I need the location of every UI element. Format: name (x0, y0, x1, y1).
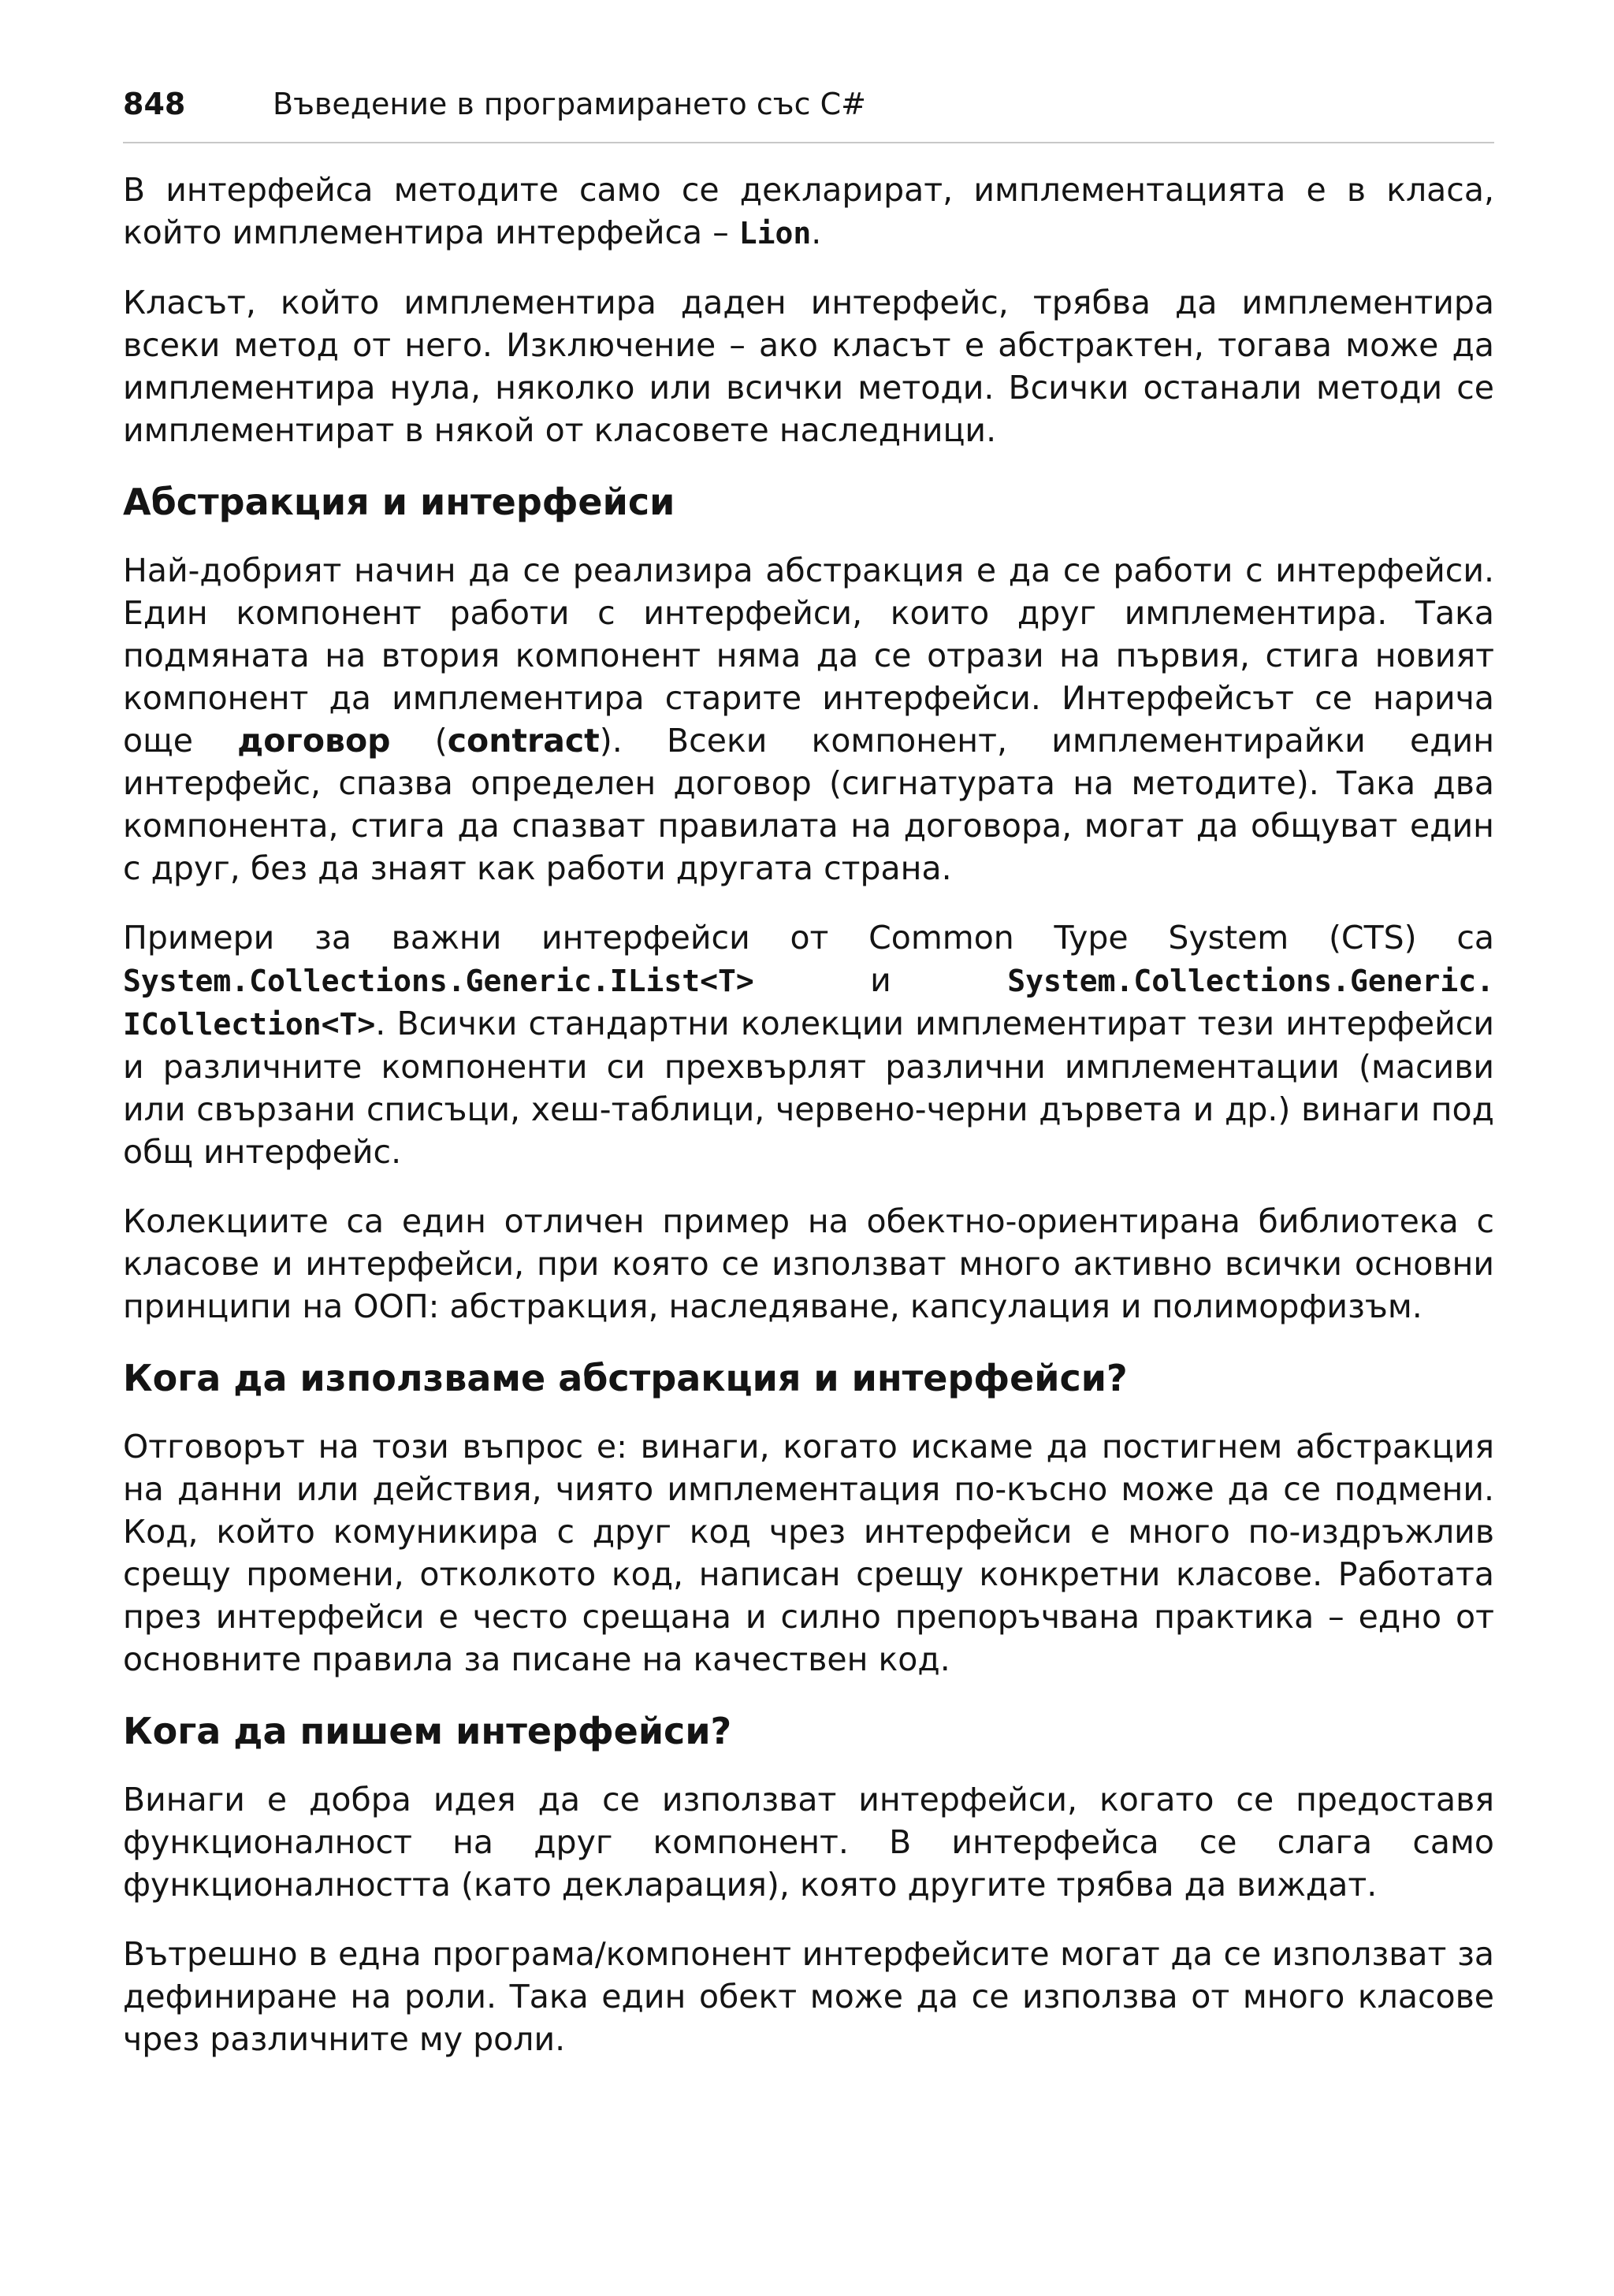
paragraph: Класът, който имплементира даден интерфейс, трябва да имплементира всеки метод от него. Изключение – ако класът е абстрактен, тогава може да имплементира нула, няколко или всички методи. Всички останали методи се имплементират в някой от класовете наследници. (123, 284, 1494, 449)
section-heading: Кога да пишем интерфейси? (123, 1710, 732, 1752)
paragraph-text: и (753, 961, 1008, 999)
paragraph (123, 916, 1494, 1173)
paragraph: Отговорът на този въпрос е: винаги, когато искаме да постигнем абстракция на данни или действия, чиято имплементация по-късно може да се подмени. Код, който комуникира с друг код чрез интерфейси е много по-издръжлив срещу промени, отколкото код, написан срещу конкретни класове. Работата през интерфейси е често срещана и силно препоръчвана практика – едно от основните правила за писане на качествен код. (123, 1428, 1494, 1678)
page-header (123, 85, 1494, 143)
section-heading: Кога да използваме абстракция и интерфейси? (123, 1357, 1128, 1399)
page-content (123, 169, 1494, 2087)
paragraph (123, 549, 1494, 890)
code-inline: System.Collections.Generic.IList<T> (123, 964, 754, 998)
running-title: Въведение в програмирането със C# (273, 87, 866, 121)
code-inline: Lion (738, 216, 812, 251)
paragraph-text: Най-добрият начин да се реализира абстракция е да се работи с интерфейси. Един компонент работи с интерфейси, които друг имплементира. Така подмяната на втория компонент няма да се отрази на първия, стига новият компонент да имплементира старите интерфейси. Интерфейсът се нарича още (123, 552, 1494, 760)
section-heading: Абстракция и интерфейси (123, 481, 675, 523)
paragraph-text: ( (390, 722, 448, 760)
bold-term: договор (237, 722, 391, 760)
paragraph-text: В интерфейса методите само се декларират, имплементацията е в класа, който имплементира интерфейса – (123, 171, 1494, 251)
code-inline: System.Collections.Generic. ICollection<T> (123, 964, 1494, 1042)
paragraph-text: ). Всеки компонент, имплементирайки един интерфейс, спазва определен договор (сигнатурата на методите). Така два компонента, стига да спазват правилата на договора, могат да общуват един с друг, без да знаят как работи другата страна. (123, 722, 1494, 887)
paragraph-text: Примери за важни интерфейси от Common Type System (CTS) са (123, 919, 1494, 957)
paragraph: Вътрешно в една програма/компонент интерфейсите могат да се използват за дефиниране на роли. Така един обект може да се използва от много класове чрез различните му роли. (123, 1935, 1494, 2058)
paragraph-text: . (811, 214, 822, 251)
paragraph (123, 169, 1494, 254)
paragraph: Колекциите са един отличен пример на обектно-ориентирана библиотека с класове и интерфейси, при която се използват много активно всички основни принципи на ООП: абстракция, наследяване, капсулация и полиморфизъм. (123, 1202, 1494, 1325)
page-number: 848 (123, 87, 186, 121)
bold-term: contract (447, 722, 600, 760)
paragraph-text: . Всички стандартни колекции имплементират тези интерфейси и различните компоненти си прехвърлят различни имплементации (масиви или свързани списъци, хеш-таблици, червено-черни дървета и др.) винаги под общ интерфейс. (123, 1005, 1494, 1171)
paragraph: Винаги е добра идея да се използват интерфейси, когато се предоставя функционалност на друг компонент. В интерфейса се слага само функционалността (като декларация), която другите трябва да виждат. (123, 1781, 1494, 1904)
